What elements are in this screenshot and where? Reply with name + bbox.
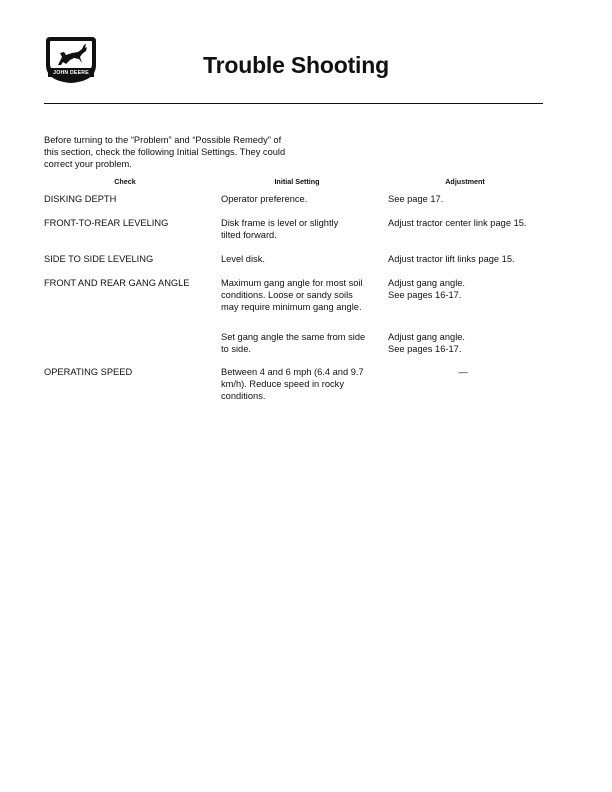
column-header-initial-setting: Initial Setting <box>274 177 320 186</box>
table-row-check: FRONT-TO-REAR LEVELING <box>44 218 169 228</box>
table-row-initial-setting: Operator preference. <box>221 194 308 204</box>
table-row-initial-setting: Level disk. <box>221 254 265 264</box>
intro-paragraph: Before turning to the “Problem” and “Possible Remedy” of this section, check the following Initial Settings. They could correct your problem. <box>44 135 286 170</box>
table-row-check: OPERATING SPEED <box>44 367 133 377</box>
table-row-initial-setting: Disk frame is level or slightly tilted forward. <box>221 218 339 241</box>
table-row-adjustment: Adjust tractor lift links page 15. <box>388 254 515 264</box>
table-row-adjustment: Adjust gang angle. See pages 16-17. <box>388 332 466 355</box>
table-row-adjustment: Adjust tractor center link page 15. <box>388 218 527 228</box>
table-row-check: SIDE TO SIDE LEVELING <box>44 254 154 264</box>
table-row-adjustment: See page 17. <box>388 194 444 204</box>
logo-text: JOHN DEERE <box>53 70 89 76</box>
table-row-check: FRONT AND REAR GANG ANGLE <box>44 278 190 288</box>
page-title: Trouble Shooting <box>203 52 389 78</box>
title-divider <box>44 103 543 104</box>
table-row-adjustment: Adjust gang angle. See pages 16-17. <box>388 278 466 301</box>
table-row-adjustment: — <box>458 367 468 377</box>
table-row-initial-setting: Between 4 and 6 mph (6.4 and 9.7 km/h). Reduce speed in rocky conditions. <box>221 367 364 402</box>
column-header-check: Check <box>114 177 136 186</box>
column-header-adjustment: Adjustment <box>445 177 485 186</box>
table-row-initial-setting: Set gang angle the same from side to side. <box>221 332 366 355</box>
table-row-check: DISKING DEPTH <box>44 194 117 204</box>
table-row-initial-setting: Maximum gang angle for most soil conditions. Loose or sandy soils may require minimum gang angle. <box>221 278 363 313</box>
